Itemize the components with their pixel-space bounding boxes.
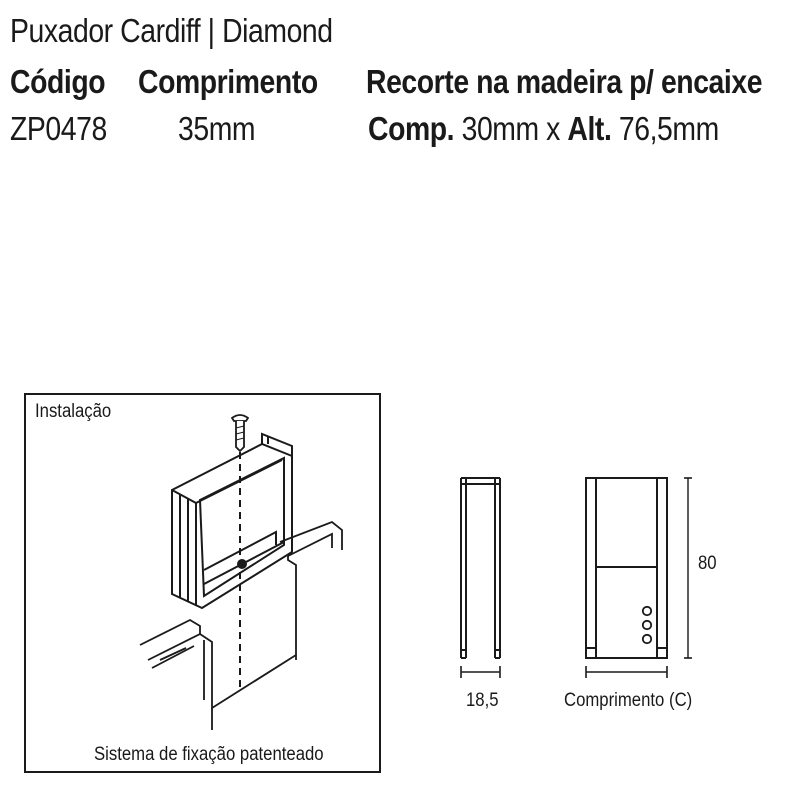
width-dimension-label: 18,5 — [466, 690, 499, 711]
product-title: Puxador Cardiff | Diamond — [10, 12, 333, 49]
cutout-alt-value: 76,5mm — [611, 110, 719, 147]
installation-caption: Sistema de fixação patenteado — [94, 744, 324, 765]
front-view — [586, 478, 692, 678]
value-length: 35mm — [178, 110, 256, 147]
cutout-alt-label: Alt. — [567, 110, 612, 147]
header-code: Código — [10, 63, 106, 100]
installation-panel — [25, 394, 380, 772]
screw-icon — [232, 415, 248, 451]
side-view — [461, 478, 500, 678]
cutout-comp-label: Comp. — [368, 110, 455, 147]
height-dimension-label: 80 — [698, 553, 717, 574]
handle-3d — [172, 434, 292, 608]
header-length: Comprimento — [138, 63, 318, 100]
header-cutout: Recorte na madeira p/ encaixe — [366, 63, 763, 100]
installation-label: Instalação — [35, 401, 112, 422]
screw-hole — [643, 635, 651, 643]
value-code: ZP0478 — [10, 110, 107, 147]
cutout-comp-value: 30mm x — [454, 110, 568, 147]
length-dimension-label: Comprimento (C) — [564, 690, 693, 711]
screw-hole — [643, 621, 651, 629]
screw-hole — [643, 607, 651, 615]
